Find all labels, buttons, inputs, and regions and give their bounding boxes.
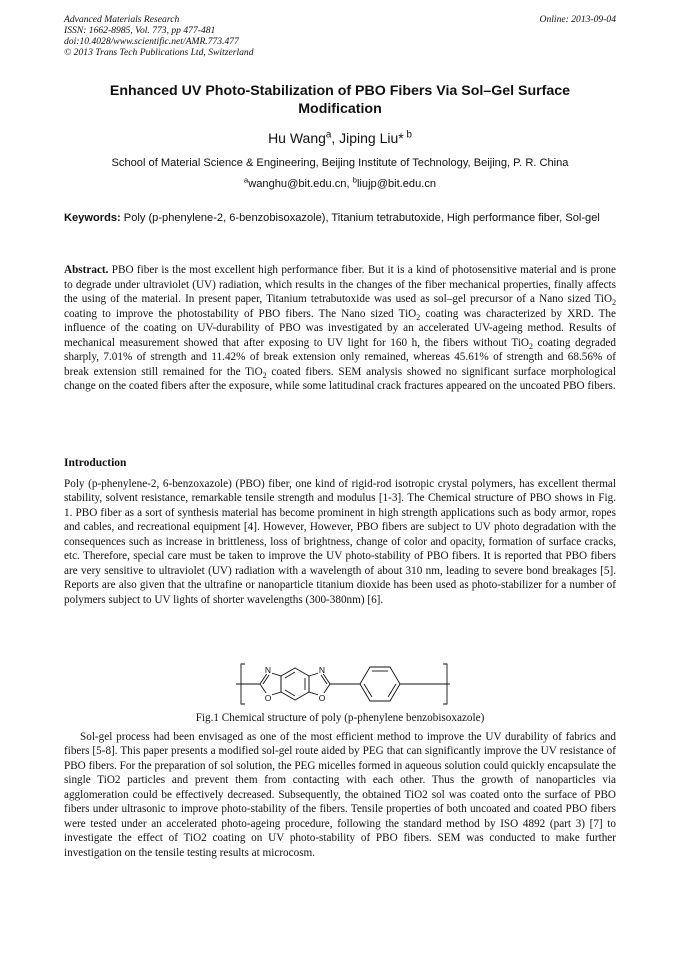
author-2-affil-mark: b [403, 129, 412, 141]
paper-title [64, 82, 616, 118]
email-b-mark: b [352, 175, 357, 185]
author-2: Jiping Liu* [339, 130, 404, 146]
keywords [64, 211, 616, 226]
affiliation: School of Material Science & Engineering, Beijing Institute of Technology, Beijing, P. R. China [111, 157, 569, 169]
author-1: Hu Wang [268, 130, 326, 146]
introduction-heading: Introduction [64, 457, 127, 469]
abstract-text-3: coating was characterized by XRD. The influence of the coating on UV-durability of PBO was investigated by an accelerated UV-ageing method. Results of mechanical measurement showed that after exposing to UV light for 160 h, the fibers without TiO [64, 307, 616, 349]
author-separator: , [331, 130, 340, 146]
pbo-chemical-structure [236, 652, 454, 710]
introduction-paragraph-1: Poly (p-phenylene-2, 6-benzoxazole) (PBO) fiber, one kind of rigid-rod isotropic crystal polymers, has excellent thermal stability, solvent resistance, remarkable tensile strength and modulus [1-3]. The Chemical structure of PBO shows in Fig. 1. PBO fiber as a sort of synthesis material has become prominent in high strength applications such as body armor, ropes and cables, and recreational equipment [4]. However, However, PBO fibers are subject to UV photo degradation with the consequences such as increase in brittleness, loss of brightness, change of color and opacity, formation of surface cracks, etc. Therefore, special care must be taken to improve the UV photo-stability of PBO fibers. It is reported that PBO fibers are very sensitive to ultraviolet (UV) radiation with a wavelength of about 310 nm, leading to severe bond breakages [5]. Reports are also given that the ultrafine or nanoparticle titanium dioxide has been used as photo-stabilizer for a number of polymers subject to UV lights of shorter wavelengths (300-380nm) [6]. [64, 478, 616, 606]
journal-name: Advanced Materials Research [64, 14, 180, 25]
author-1-affil-mark: a [325, 129, 332, 141]
abstract-sub-1: 2 [612, 298, 616, 308]
abstract-sub-2: 2 [416, 312, 421, 322]
issn-line: ISSN: 1662-8985, Vol. 773, pp 477-481 [64, 25, 216, 36]
abstract-sub-3: 2 [529, 341, 533, 351]
phenylene-ring [360, 667, 400, 701]
atom-n-right: N [318, 665, 326, 675]
author-list [64, 130, 616, 146]
doi-line: doi:10.4028/www.scientific.net/AMR.773.477 [64, 36, 239, 47]
atom-o-left: O [264, 693, 272, 703]
copyright-line: © 2013 Trans Tech Publications Ltd, Switzerland [64, 47, 254, 58]
abstract-text-1: PBO fiber is the most excellent high performance fiber. But it is a kind of photosensitive material and is prone to degrade under ultraviolet (UV) radiation, which results in the changes of the fiber mechanical properties, finally affects the using of the material. In present paper, Titanium tetrabutoxide was used as sol–gel precursor of a Nano sized TiO [64, 264, 616, 305]
email-b[interactable]: liujp@bit.edu.cn [356, 178, 437, 190]
author-emails [64, 177, 616, 191]
atom-o-right: O [318, 693, 326, 703]
figure-1-caption: Fig.1 Chemical structure of poly (p-phenylene benzobisoxazole) [195, 712, 485, 724]
atom-n-left: N [264, 665, 272, 675]
keywords-label: Keywords: [64, 212, 121, 224]
introduction-paragraph-2: Sol-gel process had been envisaged as one of the most efficient method to improve the UV durability of fabrics and fibers [5-8]. This paper presents a modified sol-gel route aided by PEG that can significantly improve the UV resistance of PBO fibers. For the preparation of sol solution, the PEG micelles formed in aqueous solution could quickly encapsulate the single TiO2 particles and prevent them from contacting with each other. Thus the growth of nanoparticles via agglomeration could be effectively decreased. Subsequently, the obtained TiO2 sol was coated onto the surface of PBO fibers under ultrasonic to improve photo-stability of the fibers. Tensile properties of both uncoated and coated PBO fibers were tested under an accelerated photo-ageing procedure, following the standard method by ISO 4892 (part 3) [7] to investigate the effect of TiO2 coating on UV photo-stability of PBO fibers. SEM was conducted to make further investigation on the tensile testing results at microcosm. [64, 731, 616, 859]
abstract-text-5: coated fibers. SEM analysis showed no significant surface morphological change on the coated fibers after the exposure, while some latitudinal crack fractures appeared on the uncoated PBO fibers. [64, 365, 616, 392]
email-a-mark: a [243, 175, 249, 185]
title-line-2: Modification [298, 101, 382, 117]
abstract-sub-4: 2 [262, 370, 267, 380]
journal-header [64, 14, 616, 58]
email-a[interactable]: wanghu@bit.edu.cn, [248, 178, 353, 190]
abstract-label: Abstract. [64, 264, 109, 276]
online-date: Online: 2013-09-04 [539, 14, 616, 25]
title-line-1: Enhanced UV Photo-Stabilization of PBO Fibers Via Sol–Gel Surface [109, 83, 571, 99]
keywords-text: Poly (p-phenylene-2, 6-benzobisoxazole), Titanium tetrabutoxide, High performance fiber, Sol-gel [120, 212, 600, 224]
abstract [64, 263, 616, 394]
abstract-text-2: coating to improve the photostability of PBO fibers. The Nano sized TiO [64, 307, 417, 320]
abstract-text-4: coating degraded sharply, 7.01% of strength and 11.42% of break extension only remained, whereas 45.61% of strength and 68.56% of break extension still remained for the TiO [64, 336, 616, 378]
